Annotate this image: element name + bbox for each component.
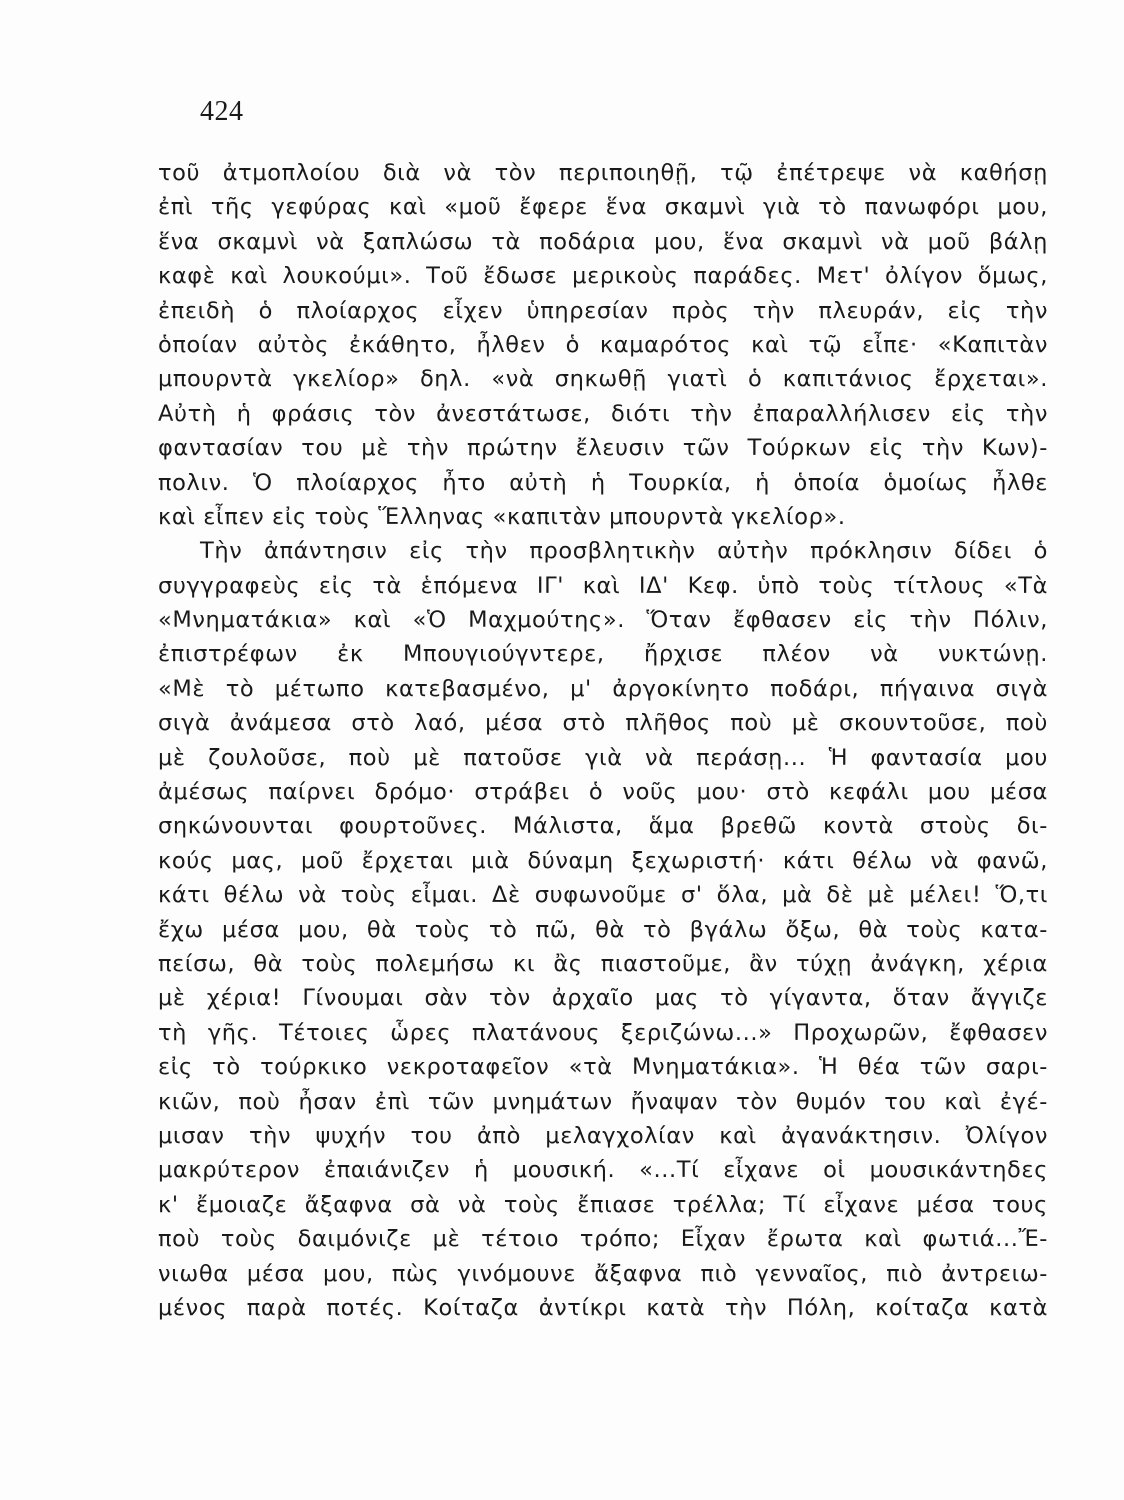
text-line: μισαν τὴν ψυχήν του ἀπὸ μελαγχολίαν καὶ ἀγανάκτησιν. Ὀλίγον — [158, 1122, 1048, 1149]
text-line: ἕνα σκαμνὶ νὰ ξαπλώσω τὰ ποδάρια μου, ἕνα σκαμνὶ νὰ μοῦ βάλῃ — [158, 228, 1048, 255]
text-line: κ' ἔμοιαζε ἄξαφνα σὰ νὰ τοὺς ἔπιασε τρέλλα; Τί εἶχανε μέσα τους — [158, 1191, 1048, 1218]
text-line: μακρύτερον ἐπαιάνιζεν ἡ μουσική. «...Τί εἶχανε οἱ μουσικάντηδες — [158, 1157, 1048, 1184]
text-line: καὶ εἶπεν εἰς τοὺς Ἕλληνας «καπιτὰν μπουρντὰ γκελίορ». — [158, 503, 846, 530]
text-line: ἐπειδὴ ὁ πλοίαρχος εἶχεν ὑπηρεσίαν πρὸς τὴν πλευράν, εἰς τὴν — [158, 297, 1048, 324]
text-line: κιῶν, ποὺ ἦσαν ἐπὶ τῶν μνημάτων ἤναψαν τὸν θυμόν του καὶ ἐγέ- — [158, 1088, 1048, 1115]
text-line: συγγραφεὺς εἰς τὰ ἑπόμενα ΙΓ' καὶ ΙΔ' Κεφ. ὑπὸ τοὺς τίτλους «Τὰ — [158, 572, 1048, 599]
text-line: κάτι θέλω νὰ τοὺς εἶμαι. Δὲ συφωνοῦμε σ' ὅλα, μὰ δὲ μὲ μέλει! Ὅ,τι — [158, 882, 1048, 909]
text-line: ἀμέσως παίρνει δρόμο· στράβει ὁ νοῦς μου· στὸ κεφάλι μου μέσα — [158, 779, 1048, 806]
text-line: μὲ ζουλοῦσε, ποὺ μὲ πατοῦσε γιὰ νὰ περάσῃ... Ἡ φαντασία μου — [158, 744, 1048, 771]
body-text — [158, 156, 1048, 1325]
text-line: «Μνηματάκια» καὶ «Ὁ Μαχμούτης». Ὅταν ἔφθασεν εἰς τὴν Πόλιν, — [158, 607, 1048, 634]
page-number: 424 — [200, 96, 244, 127]
text-line: Αὐτὴ ἡ φράσις τὸν ἀνεστάτωσε, διότι τὴν ἐπαραλλήλισεν εἰς τὴν — [158, 400, 1048, 427]
text-line: μπουρντὰ γκελίορ» δηλ. «νὰ σηκωθῇ γιατὶ ὁ καπιτάνιος ἔρχεται». — [158, 366, 1048, 393]
text-line: ἐπιστρέφων ἐκ Μπουγιούγντερε, ἤρχισε πλέον νὰ νυκτώνῃ. — [158, 641, 1048, 668]
text-line: πείσω, θὰ τοὺς πολεμήσω κι ἂς πιαστοῦμε, ἂν τύχῃ ἀνάγκη, χέρια — [158, 950, 1048, 977]
text-line: «Μὲ τὸ μέτωπο κατεβασμένο, μ' ἀργοκίνητο ποδάρι, πήγαινα σιγὰ — [158, 675, 1048, 702]
text-line: φαντασίαν του μὲ τὴν πρώτην ἔλευσιν τῶν Τούρκων εἰς τὴν Κων)- — [158, 435, 1048, 462]
text-line: εἰς τὸ τούρκικο νεκροταφεῖον «τὰ Μνηματάκια». Ἡ θέα τῶν σαρι- — [158, 1054, 1048, 1081]
text-line: τὴ γῆς. Τέτοιες ὧρες πλατάνους ξεριζώνω...» Προχωρῶν, ἔφθασεν — [158, 1019, 1048, 1046]
text-line: καφὲ καὶ λουκούμι». Τοῦ ἔδωσε μερικοὺς παράδες. Μετ' ὀλίγον ὅμως, — [158, 263, 1048, 290]
text-line: πολιν. Ὁ πλοίαρχος ἦτο αὐτὴ ἡ Τουρκία, ἡ ὁποία ὁμοίως ἦλθε — [158, 469, 1048, 496]
text-line: Τὴν ἀπάντησιν εἰς τὴν προσβλητικὴν αὐτὴν πρόκλησιν δίδει ὁ — [200, 538, 1048, 565]
text-line: νιωθα μέσα μου, πὼς γινόμουνε ἄξαφνα πιὸ γενναῖος, πιὸ ἀντρειω- — [158, 1260, 1048, 1287]
text-line: μὲ χέρια! Γίνουμαι σὰν τὸν ἀρχαῖο μας τὸ γίγαντα, ὅταν ἄγγιζε — [158, 985, 1048, 1012]
text-line: ποὺ τοὺς δαιμόνιζε μὲ τέτοιο τρόπο; Εἶχαν ἔρωτα καὶ φωτιά...Ἔ- — [158, 1226, 1048, 1253]
text-line: μένος παρὰ ποτές. Κοίταζα ἀντίκρι κατὰ τὴν Πόλη, κοίταζα κατὰ — [158, 1294, 1048, 1321]
text-line: σιγὰ ἀνάμεσα στὸ λαό, μέσα στὸ πλῆθος ποὺ μὲ σκουντοῦσε, ποὺ — [158, 710, 1048, 737]
text-line: τοῦ ἀτμοπλοίου διὰ νὰ τὸν περιποιηθῇ, τῷ ἐπέτρεψε νὰ καθήσῃ — [158, 160, 1048, 186]
text-line: ὁποίαν αὐτὸς ἐκάθητο, ἦλθεν ὁ καμαρότος καὶ τῷ εἶπε· «Καπιτὰν — [158, 331, 1048, 358]
text-line: ἔχω μέσα μου, θὰ τοὺς τὸ πῶ, θὰ τὸ βγάλω ὄξω, θὰ τοὺς κατα- — [158, 916, 1048, 943]
text-line: ἐπὶ τῆς γεφύρας καὶ «μοῦ ἔφερε ἕνα σκαμνὶ γιὰ τὸ πανωφόρι μου, — [158, 194, 1048, 221]
text-line: σηκώνουνται φουρτοῦνες. Μάλιστα, ἅμα βρεθῶ κοντὰ στοὺς δι- — [158, 813, 1048, 840]
text-line: κούς μας, μοῦ ἔρχεται μιὰ δύναμη ξεχωριστή· κάτι θέλω νὰ φανῶ, — [158, 847, 1048, 874]
